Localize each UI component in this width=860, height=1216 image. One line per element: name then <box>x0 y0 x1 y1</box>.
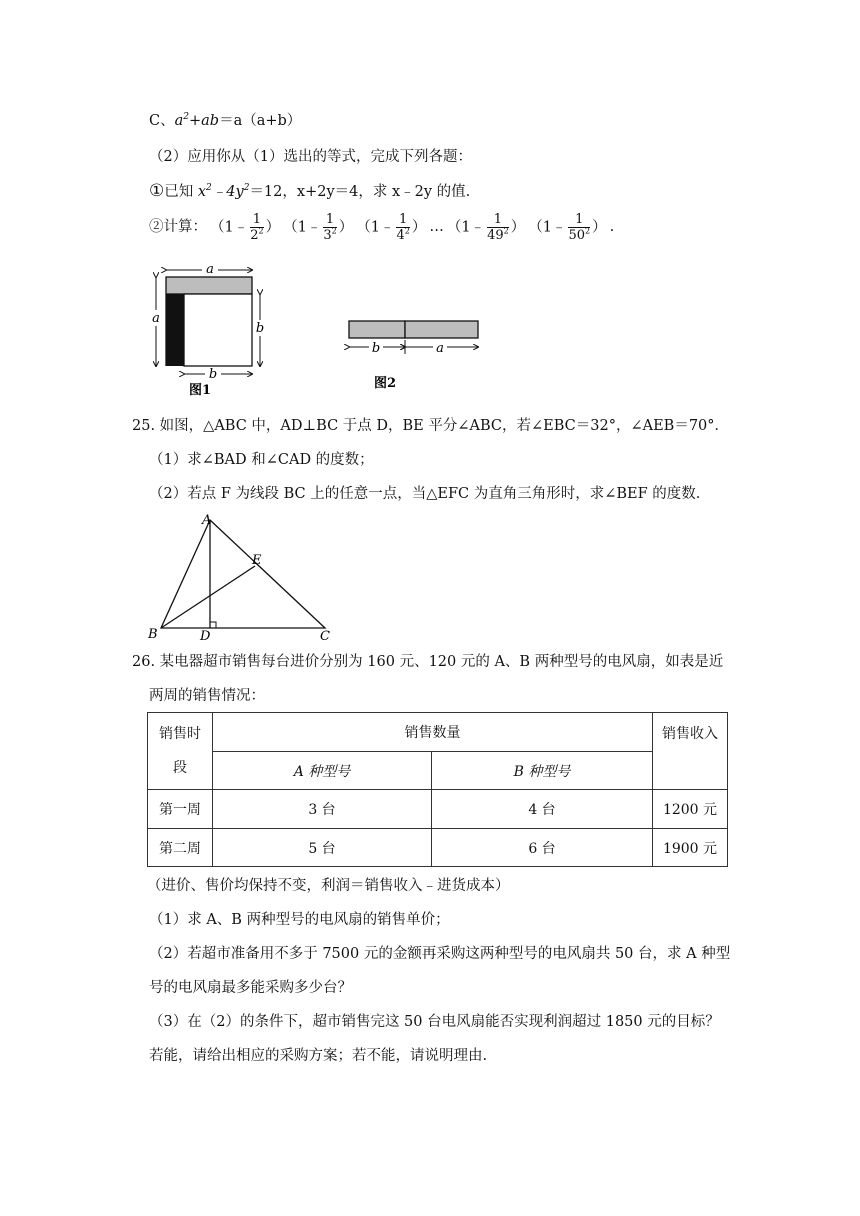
right-angle-mark <box>210 622 216 628</box>
table-header-a: A 种型号 <box>213 752 432 790</box>
q2-term: （1﹣ $\frac{1}{50^2}$ ） <box>528 211 607 243</box>
q2-term: （1﹣ $\frac{1}{3^2}$ ） <box>283 211 354 243</box>
q26-part2-line1: （2）若超市准备用不多于 7500 元的金额再采购这两种型号的电风扇共 50 台，求 A 种型 <box>149 946 731 962</box>
fig2-strip-b <box>349 321 405 338</box>
q1-eq2: x+2y＝4，求 x﹣2y 的值. <box>296 184 471 200</box>
fig2-label-a: a <box>436 341 444 356</box>
fig2-caption: 图2 <box>373 376 397 391</box>
q2-line <box>149 207 614 247</box>
q2-ellipsis: … <box>429 219 444 235</box>
figure-2 <box>340 312 490 392</box>
row-b: 4 台 <box>432 790 653 829</box>
table-row <box>148 829 728 867</box>
q26-number: 26. <box>132 654 156 670</box>
fig1-label-b-side: b <box>255 321 265 336</box>
fig1-label-a-top: a <box>206 262 214 277</box>
q2-term: （1﹣ $\frac{1}{49^2}$ ） <box>446 211 526 243</box>
q2-term: （1﹣ $\frac{1}{2^2}$ ） <box>210 211 281 243</box>
choice-c-rhs: ＝a（a+b） <box>219 113 302 129</box>
fig2-strip-a <box>405 321 478 338</box>
table-header-b: B 种型号 <box>432 752 653 790</box>
fig1-label-a-side: a <box>152 311 160 326</box>
figure-1 <box>140 258 280 398</box>
part2-intro: （2）应用你从（1）选出的等式，完成下列各题： <box>149 149 472 165</box>
q25-stem <box>132 416 729 436</box>
fig1-caption: 图1 <box>188 383 212 398</box>
q26-stem <box>132 652 723 672</box>
choice-c-letter: C、 <box>149 113 175 129</box>
q2-label: ②计算： <box>149 219 207 235</box>
q26-part2-line2: 号的电风扇最多能采购多少台？ <box>149 980 352 996</box>
point-e-label: E <box>252 553 262 568</box>
choice-c <box>149 111 301 131</box>
q26-note: （进价、售价均保持不变，利润＝销售收入﹣进货成本） <box>147 878 510 894</box>
q1-line <box>149 181 470 202</box>
q26-part3-line1: （3）在（2）的条件下，超市销售完这 50 台电风扇能否实现利润超过 1850 元的目标？ <box>149 1014 720 1030</box>
q2-end: . <box>609 219 615 235</box>
q25-part2: （2）若点 F 为线段 BC 上的任意一点，当△EFC 为直角三角形时，求∠BEF 的度数． <box>149 486 711 502</box>
fig1-label-b-bottom: b <box>208 367 218 382</box>
point-b-label: B <box>148 627 158 642</box>
fig1-gray-strip <box>166 277 252 294</box>
q25-part1: （1）求∠BAD 和∠CAD 的度数； <box>149 452 374 468</box>
q26-stem-line1: 某电器超市销售每台进价分别为 160 元、120 元的 A、B 两种型号的电风扇，如表是近 <box>159 654 724 670</box>
fig1-white-square <box>184 294 252 366</box>
q1-eq1-tail: ＝12， <box>249 184 297 200</box>
q26-part1: （1）求 A、B 两种型号的电风扇的销售单价； <box>149 912 450 928</box>
q1-prefix: 已知 <box>164 184 198 200</box>
row-b: 6 台 <box>432 829 653 867</box>
q1-eq1: $x^2﹣4y^2$ <box>197 183 250 200</box>
q25-stem-text: 如图，△ABC 中，AD⊥BC 于点 D，BE 平分∠ABC，若∠EBC＝32°，∠AEB＝70°． <box>159 418 730 434</box>
row-a: 5 台 <box>213 829 432 867</box>
fig1-black-strip <box>166 294 184 366</box>
row-a: 3 台 <box>213 790 432 829</box>
table-header-revenue: 销售收入 <box>653 713 728 790</box>
q26-stem-line2: 两周的销售情况： <box>149 688 265 704</box>
row-period: 第二周 <box>148 829 213 867</box>
q25-number: 25. <box>132 418 156 434</box>
table-header-period: 销售时 段 <box>148 713 213 790</box>
table-row <box>148 790 728 829</box>
fig2-label-b: b <box>371 341 381 356</box>
point-d-label: D <box>200 629 211 644</box>
row-revenue: 1900 元 <box>653 829 728 867</box>
table-header-qty: 销售数量 <box>213 713 653 752</box>
q26-part3-line2: 若能，请给出相应的采购方案；若不能，请说明理由. <box>149 1048 488 1064</box>
sales-table <box>147 712 728 867</box>
q2-term: （1﹣ $\frac{1}{4^2}$ ） <box>356 211 427 243</box>
row-period: 第一周 <box>148 790 213 829</box>
choice-c-lhs: $a^2+ab$ <box>174 112 220 129</box>
figure-triangle <box>140 508 350 644</box>
point-a-label: A <box>202 513 212 528</box>
circle-number-1: ① <box>149 181 165 201</box>
point-c-label: C <box>320 629 330 644</box>
row-revenue: 1200 元 <box>653 790 728 829</box>
